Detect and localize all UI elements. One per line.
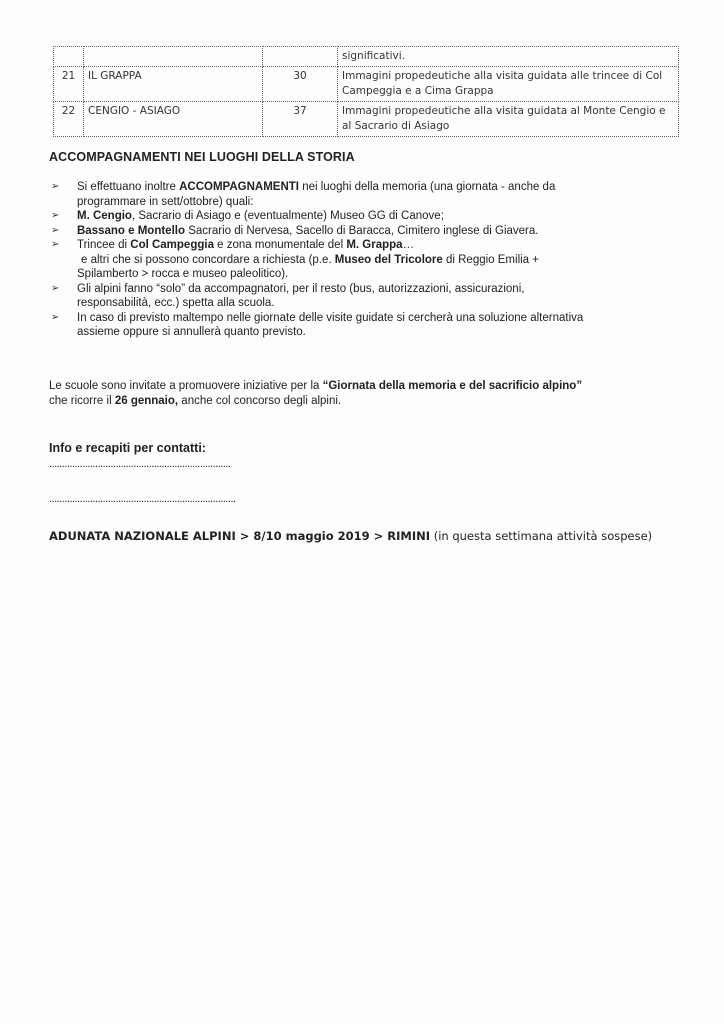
bullet-text: Si effettuano inoltre [77, 181, 180, 193]
bullet-text: Trincee di [77, 239, 131, 251]
row-description: Immagini propedeutiche alla visita guidata alle trincee di Col Campeggia e a Cima Grappa [338, 67, 679, 102]
arrowhead-bullet-icon: ➢ [51, 282, 60, 294]
bullet-bold: Col Campeggia [130, 239, 214, 251]
row-count: 30 [263, 67, 338, 102]
list-item [51, 209, 676, 224]
arrowhead-bullet-icon: ➢ [51, 224, 60, 236]
bullet-list [51, 180, 676, 340]
bullet-continuation: assieme oppure si annullerà quanto previsto. [77, 326, 306, 338]
images-table [53, 46, 679, 137]
bullet-continuation: responsabilità, ecc.) spetta alla scuola. [77, 297, 275, 309]
contact-blank-line: ......................................................................... [49, 493, 236, 505]
list-item [51, 224, 676, 239]
bullet-continuation: Spilamberto > rocca e museo paleolitico). [77, 268, 289, 280]
row-title [84, 47, 263, 67]
bullet-text: e altri che si possono concordare a richiesta (p.e. [81, 253, 335, 266]
paragraph-text: anche col concorso degli alpini. [178, 395, 342, 407]
bullet-text: In caso di previsto maltempo nelle giornate delle visite guidate si cercherà una soluzione alternativa [77, 311, 584, 324]
bullet-text: , Sacrario di Asiago e (eventualmente) Museo GG di Canove; [131, 210, 444, 222]
bullet-continuation: programmare in sett/ottobre) quali: [77, 195, 254, 208]
row-count: 37 [263, 102, 338, 137]
row-number [54, 47, 84, 67]
table-row [54, 47, 679, 67]
contacts-heading: Info e recapiti per contatti: [49, 441, 206, 455]
bullet-text: e zona monumentale del [213, 239, 347, 251]
list-item [51, 311, 676, 326]
arrowhead-bullet-icon: ➢ [51, 239, 60, 250]
bullet-bold: Museo del Tricolore [334, 253, 443, 266]
row-description: significativi. [338, 47, 679, 67]
row-number: 21 [54, 67, 84, 102]
row-number: 22 [54, 102, 84, 137]
paragraph-bold: 26 gennaio, [114, 395, 179, 407]
arrowhead-bullet-icon: ➢ [51, 210, 60, 221]
row-title: IL GRAPPA [84, 67, 263, 102]
row-description: Immagini propedeutiche alla visita guidata al Monte Cengio e al Sacrario di Asiago [338, 102, 679, 137]
bullet-continuation [51, 253, 676, 268]
section-heading: ACCOMPAGNAMENTI NEI LUOGHI DELLA STORIA [49, 150, 355, 164]
bullet-text: … [402, 239, 415, 251]
list-item [51, 180, 676, 195]
bullet-bold: Bassano e Montello [77, 224, 185, 237]
contact-blank-line: ....................................................................... [49, 458, 231, 470]
row-count [263, 47, 338, 67]
row-title: CENGIO - ASIAGO [84, 102, 263, 137]
list-item [51, 282, 676, 297]
arrowhead-bullet-icon: ➢ [51, 311, 60, 323]
paragraph-bold: “Giornata della memoria e del sacrificio alpino” [322, 380, 583, 392]
bullet-bold: ACCOMPAGNAMENTI [179, 181, 299, 193]
arrowhead-bullet-icon: ➢ [51, 181, 60, 192]
table-row [54, 102, 679, 137]
memory-day-paragraph [49, 379, 679, 409]
bullet-bold: M. Grappa [346, 239, 403, 251]
bullet-text: nei luoghi della memoria (una giornata - anche da [299, 181, 556, 193]
adunata-notice [49, 529, 652, 543]
paragraph-text: che ricorre il [49, 395, 115, 407]
list-item [51, 238, 676, 253]
adunata-bold: ADUNATA NAZIONALE ALPINI > 8/10 maggio 2019 > RIMINI [49, 529, 431, 543]
bullet-bold: M. Cengio [77, 210, 132, 222]
bullet-text: Gli alpini fanno “solo” da accompagnatori, per il resto (bus, autorizzazioni, assicurazioni, [77, 282, 525, 295]
table-row [54, 67, 679, 102]
bullet-text: Sacrario di Nervesa, Sacello di Baracca, Cimitero inglese di Giavera. [185, 224, 539, 237]
adunata-text: (in questa settimana attività sospese) [430, 529, 653, 543]
bullet-text: di Reggio Emilia + [442, 253, 539, 266]
paragraph-text: Le scuole sono invitate a promuovere iniziative per la [49, 380, 323, 392]
